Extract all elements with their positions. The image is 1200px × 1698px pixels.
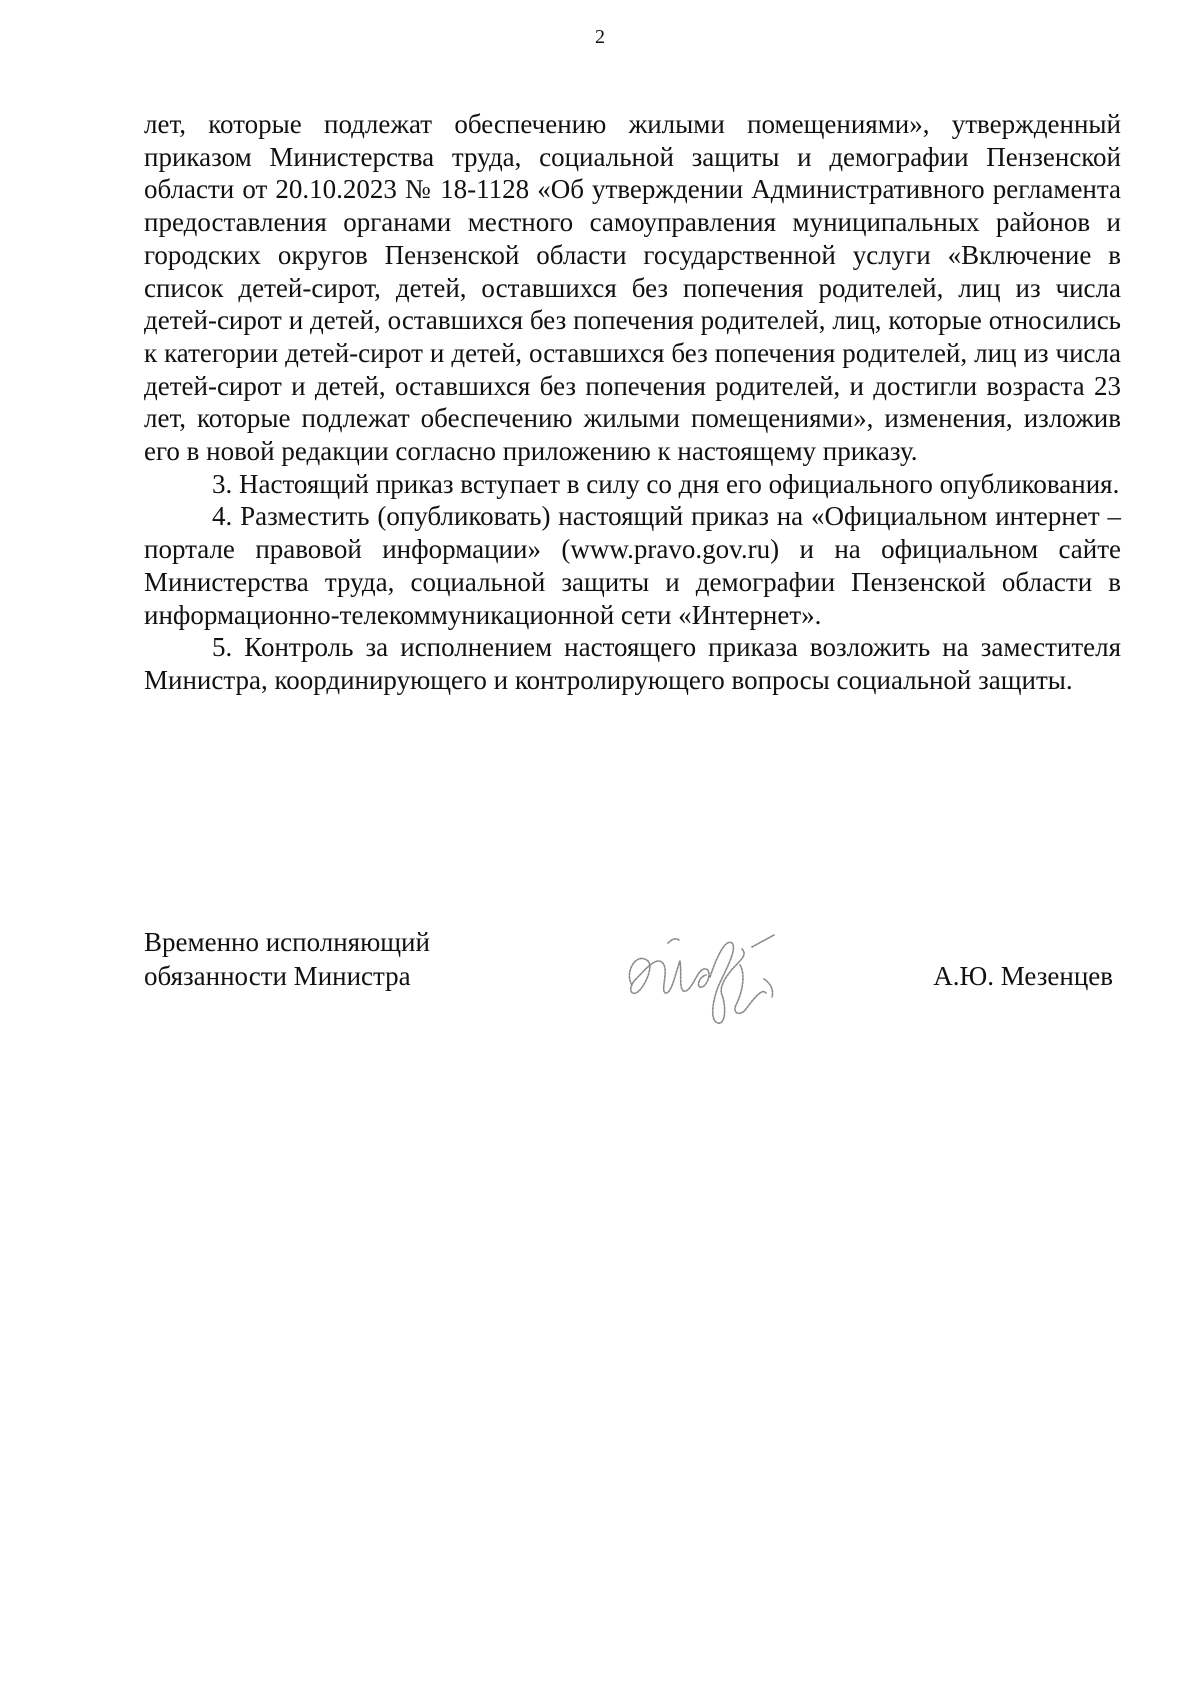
document-body (144, 108, 1121, 697)
page-number: 2 (595, 26, 605, 48)
paragraph-item-5: 5. Контроль за исполнением настоящего приказа возложить на заместителя Министра, координирующего и контролирующего вопросы социальной защиты. (144, 632, 1121, 695)
signer-position-line-1: Временно исполняющий (144, 927, 430, 957)
signer-name: А.Ю. Мезенцев (933, 961, 1113, 991)
signature-block (144, 925, 1121, 1045)
paragraph-item-4: 4. Разместить (опубликовать) настоящий приказ на «Официальном интернет – портале правовой информации» (www.pravo.gov.ru) и на официальном сайте Министерства труда, социальной защиты и демографии Пензенской области в информационно-телекоммуникационной сети «Интернет». (144, 501, 1121, 630)
handwritten-signature (614, 913, 794, 1033)
signer-position-line-2: обязанности Министра (144, 961, 411, 991)
signer-position (144, 925, 430, 993)
paragraph-continuation: лет, которые подлежат обеспечению жилыми помещениями», утвержденный приказом Министерства труда, социальной защиты и демографии Пензенской области от 20.10.2023 № 18-1128 «Об утверждении Административного регламента предоставления органами местного самоуправления муниципальных районов и городских округов Пензенской области государственной услуги «Включение в список детей-сирот, детей, оставшихся без попечения родителей, лиц из числа детей-сирот и детей, оставшихся без попечения родителей, лиц, которые относились к категории детей-сирот и детей, оставшихся без попечения родителей, лиц из числа детей-сирот и детей, оставшихся без попечения родителей, и достигли возраста 23 лет, которые подлежат обеспечению жилыми помещениями», изменения, изложив его в новой редакции согласно приложению к настоящему приказу. (144, 109, 1121, 467)
paragraph-item-3: 3. Настоящий приказ вступает в силу со дня его официального опубликования. (212, 468, 1120, 499)
